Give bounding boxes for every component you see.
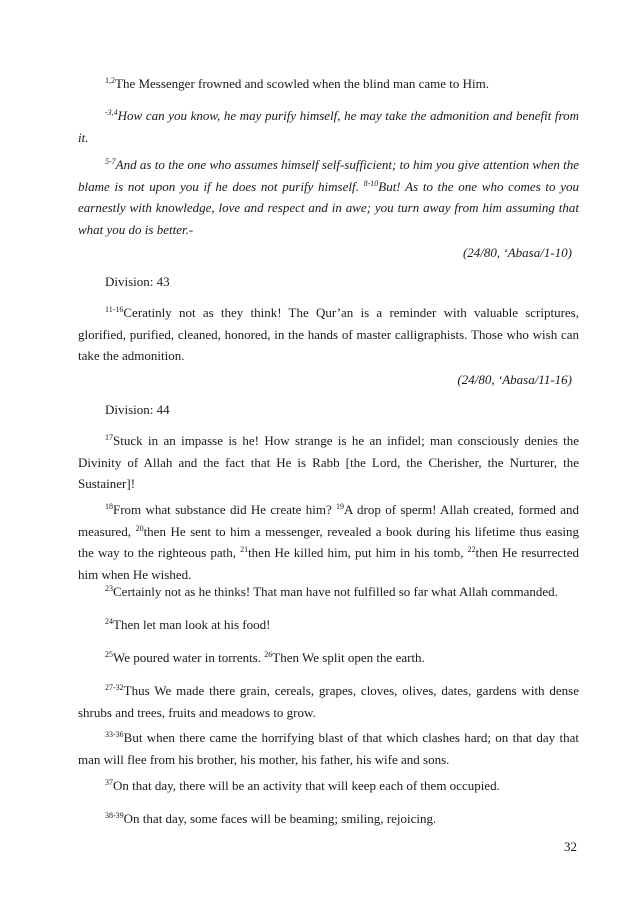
verse-text: And as to the one who assumes himself self-sufficient; to him you give attention when the blame is not upon you if he does not purify himself. (78, 157, 579, 194)
verse-number: 25 (105, 650, 113, 659)
verse-number: 23 (105, 584, 113, 593)
verse-text: How can you know, he may purify himself, he may take the admonition and benefit from it. (78, 108, 579, 145)
verse-text: Stuck in an impasse is he! How strange is he an infidel; man consciously denies the Divinity of Allah and the fact that He is Rabb [the Lord, the Cherisher, the Nurturer, the Sustainer]! (78, 433, 579, 491)
verse-paragraph (78, 581, 579, 603)
verse-text: Thus We made there grain, cereals, grapes, cloves, olives, dates, gardens with dense shrubs and trees, fruits and meadows to grow. (78, 683, 579, 720)
verse-text: Certainly not as he thinks! That man have not fulfilled so far what Allah commanded. (113, 584, 558, 599)
page-number: 32 (564, 839, 577, 854)
verse-text: From what substance did He create him? (113, 502, 337, 517)
verse-number: 38-39 (105, 811, 124, 820)
verse-number: -3,4 (105, 108, 118, 117)
verse-number: 19 (336, 502, 345, 511)
verse-reference: (24/80, ‘Abasa/1-10) (462, 245, 572, 260)
division-heading: Division: 43 (105, 274, 170, 289)
verse-text: A drop of sperm! Allah created, formed and measured, (78, 502, 579, 539)
verse-number: 24 (105, 617, 113, 626)
verse-text: Then We split open the earth. (272, 650, 425, 665)
verse-paragraph (78, 430, 579, 495)
verse-paragraph (78, 614, 579, 636)
verse-number: 5-7 (105, 157, 116, 166)
verse-paragraph (78, 680, 579, 723)
verse-number: 26 (264, 650, 273, 659)
verse-paragraph (78, 727, 579, 770)
verse-paragraph (78, 647, 579, 669)
verse-text: But when there came the horrifying blast of that which clashes hard; on that day that man will flee from his brother, his mother, his father, his wife and sons. (78, 730, 579, 767)
verse-text: We poured water in torrents. (113, 650, 265, 665)
verse-paragraph (78, 499, 579, 585)
verse-paragraph (78, 775, 579, 797)
verse-text: On that day, some faces will be beaming; smiling, rejoicing. (123, 811, 437, 826)
verse-number: 33-36 (105, 730, 124, 739)
verse-number: 1,2 (105, 76, 115, 85)
verse-number: 17 (105, 433, 113, 442)
verse-text: then He killed him, put him in his tomb, (248, 545, 468, 560)
verse-number: 22 (467, 545, 476, 554)
verse-number: 18 (105, 502, 113, 511)
verse-paragraph (78, 154, 579, 240)
verse-paragraph (78, 73, 579, 95)
verse-number: 11-16 (105, 305, 124, 314)
verse-text: then He resurrected him when He wished. (78, 545, 579, 582)
verse-number: 37 (105, 778, 113, 787)
division-heading: Division: 44 (105, 402, 170, 417)
verse-text: then He sent to him a messenger, revealed a book during his lifetime thus easing the way to the righteous path, (78, 523, 579, 560)
verse-text: Then let man look at his food! (113, 617, 271, 632)
verse-number: 21 (240, 545, 249, 554)
verse-number: 27-32 (105, 683, 124, 692)
verse-text: The Messenger frowned and scowled when the blind man came to Him. (115, 76, 490, 91)
verse-paragraph (78, 808, 579, 830)
verse-text: Ceratinly not as they think! The Qur’an is a reminder with valuable scriptures, glorified, purified, cleaned, honored, in the hands of master calligraphists. Those who wish can take the admonition. (78, 305, 579, 363)
verse-reference: (24/80, ‘Abasa/11-16) (457, 372, 572, 387)
verse-paragraph (78, 302, 579, 367)
verse-text: But! As to the one who comes to you earnestly with knowledge, love and respect and in awe; you turn away from him assuming that what you do is better.- (78, 178, 579, 237)
verse-number: 20 (135, 523, 144, 533)
verse-text: On that day, there will be an activity that will keep each of them occupied. (113, 778, 500, 793)
verse-number: 8-10 (363, 178, 379, 188)
verse-paragraph (78, 105, 579, 148)
